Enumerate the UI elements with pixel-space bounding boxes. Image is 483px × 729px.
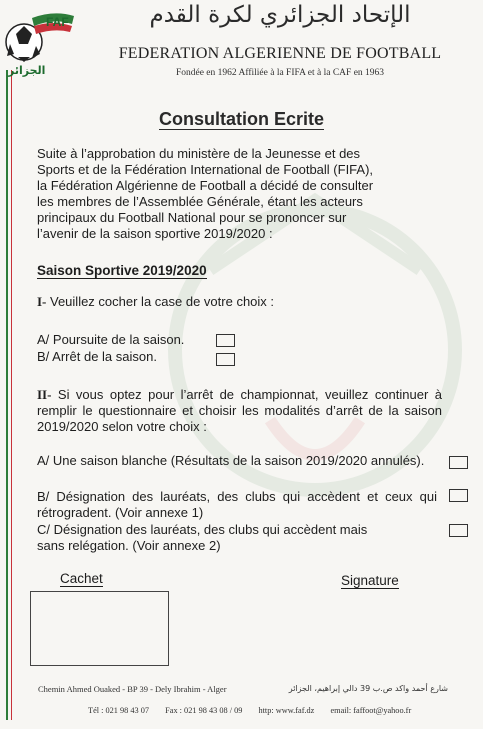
modality-b-checkbox[interactable]: [449, 489, 468, 502]
question-2-text: Si vous optez pour l’arrêt de championnat, veuillez continuer à remplir le questionnaire et choisir les modalités d’arrêt de la saison 2019/2020 selon votre choix :: [37, 387, 442, 434]
footer-fax: Fax : 021 98 43 08 / 09: [165, 706, 243, 715]
intro-line: les membres de l’Assemblée Générale, étant les acteurs: [37, 194, 363, 209]
cachet-label: Cachet: [60, 571, 103, 586]
intro-line: la Fédération Algérienne de Football a décidé de consulter: [37, 178, 374, 193]
footer-address-line: [38, 684, 448, 694]
question-1: [37, 294, 274, 310]
footer-email: email: faffoot@yahoo.fr: [330, 706, 412, 715]
federation-subtitle: Fondée en 1962 Affiliée à la FIFA et à la CAF en 1963: [175, 68, 385, 78]
intro-line: l’avenir de la saison sportive 2019/2020 :: [37, 226, 273, 241]
question-1-text: Veuillez cocher la case de votre choix :: [46, 294, 275, 309]
intro-line: Suite à l’approbation du ministère de la Jeunesse et des: [37, 146, 361, 161]
document-title: Consultation Ecrite: [158, 109, 324, 129]
footer-web: http: www.faf.dz: [258, 706, 315, 715]
season-heading: Saison Sportive 2019/2020: [37, 263, 207, 278]
question-2-number: II-: [37, 387, 52, 402]
intro-paragraph: [37, 146, 442, 242]
cachet-stamp-box[interactable]: [30, 591, 169, 666]
option-b-checkbox[interactable]: [216, 353, 235, 366]
modality-c-line: C/ Désignation des lauréats, des clubs qui accèdent mais: [37, 522, 368, 537]
option-a-label: A/ Poursuite de la saison.: [37, 332, 185, 347]
logo-arabic-text: الجزائر: [8, 64, 46, 77]
footer-tel: Tél : 021 98 43 07: [88, 706, 150, 715]
svg-text:FAF: FAF: [46, 15, 69, 29]
red-border-stripe: [11, 70, 12, 720]
signature-label: Signature: [341, 573, 399, 588]
question-2: [37, 387, 442, 435]
green-border-stripe: [6, 70, 8, 720]
modality-b-label: B/ Désignation des lauréats, des clubs qui accèdent et ceux qui rétrogradent. (Voir annexe 1): [37, 489, 437, 520]
federation-name: FEDERATION ALGERIENNE DE FOOTBALL: [118, 45, 442, 62]
arabic-federation-title: الإتحاد الجزائري لكرة القدم: [149, 2, 411, 28]
intro-line: principaux du Football National pour se prononcer sur: [37, 210, 347, 225]
footer-address: Chemin Ahmed Ouaked - BP 39 - Dely Ibrahim - Alger: [38, 684, 227, 694]
modality-c-checkbox[interactable]: [449, 524, 468, 537]
question-1-number: I-: [37, 294, 47, 309]
option-a-checkbox[interactable]: [216, 334, 235, 347]
option-b-label: B/ Arrêt de la saison.: [37, 349, 157, 364]
intro-line: Sports et de la Fédération International de Football (FIFA),: [37, 162, 374, 177]
modality-c-label: [37, 522, 442, 554]
modality-a-checkbox[interactable]: [449, 456, 468, 469]
modality-c-line: sans relégation. (Voir annexe 2): [37, 538, 221, 553]
footer-contact-line: [88, 706, 438, 715]
footer-address-arabic: شارع أحمد واكد ص.ب 39 دالي إبراهيم، الجزائر: [288, 684, 448, 693]
modality-a-label: A/ Une saison blanche (Résultats de la saison 2019/2020 annulés).: [37, 453, 425, 468]
